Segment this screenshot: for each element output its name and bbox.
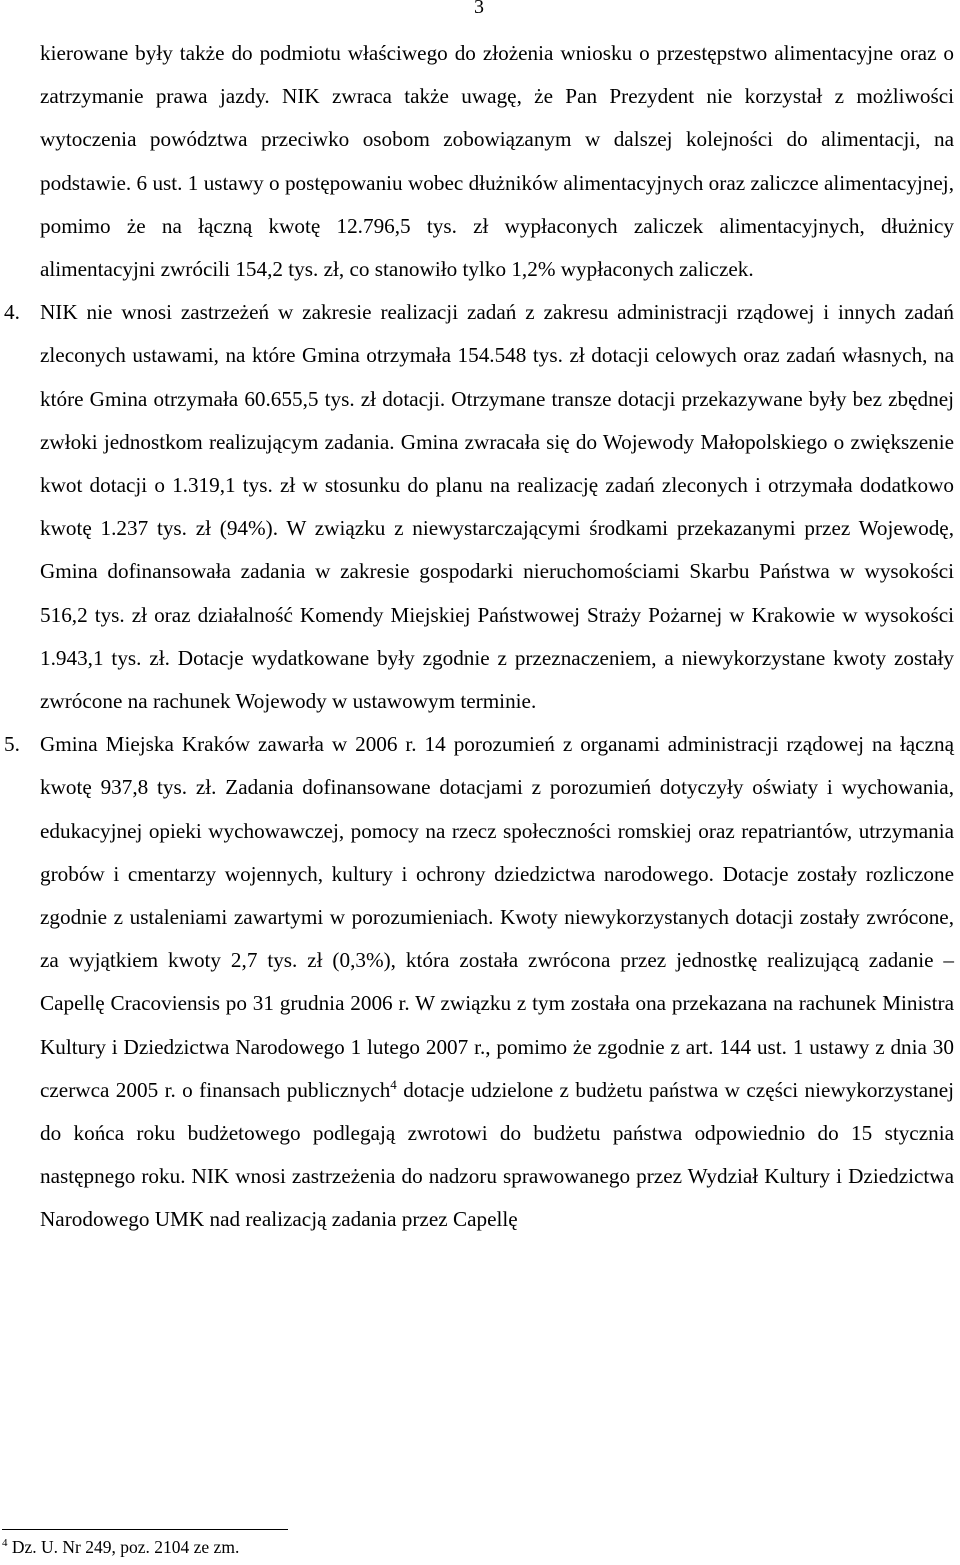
list-item-text-part-b: dotacje udzielone z budżetu państwa w części niewykorzystanej do końca roku budżetowego podlegają zwrotowi do budżetu państwa odpowiednio do 15 stycznia następnego roku. NIK wnosi zastrzeżenia do nadzoru sprawowanego przez Wydział Kultury i Dziedzictwa Narodowego UMK nad realizacją zadania przez Capellę — [40, 1077, 954, 1232]
footnote-separator — [2, 1529, 288, 1530]
list-item-text: NIK nie wnosi zastrzeżeń w zakresie realizacji zadań z zakresu administracji rządowej i innych zadań zleconych ustawami, na które Gmina otrzymała 154.548 tys. zł dotacji celowych oraz zadań własnych, na które Gmina otrzymała 60.655,5 tys. zł dotacji. Otrzymane transze dotacji przekazywane były bez zbędnej zwłoki jednostkom realizującym zadania. Gmina zwracała się do Wojewody Małopolskiego o zwiększenie kwot dotacji o 1.319,1 tys. zł w stosunku do planu na realizację zadań zleconych i otrzymała dodatkowo kwotę 1.237 tys. zł (94%). W związku z niewystarczającymi środkami przekazanymi przez Wojewodę, Gmina dofinansowała zadania w zakresie gospodarki nieruchomościami Skarbu Państwa w wysokości 516,2 tys. zł oraz działalność Komendy Miejskiej Państwowej Straży Pożarnej w Krakowie w wysokości 1.943,1 tys. zł. Dotacje wydatkowane były zgodnie z przeznaczeniem, a niewykorzystane kwoty zostały zwrócone na rachunek Wojewody w ustawowym terminie. — [40, 300, 954, 714]
list-item-text — [40, 723, 954, 1241]
paragraph-continuation: kierowane były także do podmiotu właściwego do złożenia wniosku o przestępstwo alimentacyjne oraz o zatrzymanie prawa jazdy. NIK zwraca także uwagę, że Pan Prezydent nie korzystał z możliwości wytoczenia powództwa przeciwko osobom zobowiązanym w dalszej kolejności do alimentacji, na podstawie. 6 ust. 1 ustawy o postępowaniu wobec dłużników alimentacyjnych oraz zaliczce alimentacyjnej, pomimo że na łączną kwotę 12.796,5 tys. zł wypłaconych zaliczek alimentacyjnych, dłużnicy alimentacyjni zwrócili 154,2 tys. zł, co stanowiło tylko 1,2% wypłaconych zaliczek. — [40, 41, 954, 282]
footnote-reference[interactable]: 4 — [390, 1076, 397, 1092]
list-item-4: 4. NIK nie wnosi zastrzeżeń w zakresie realizacji zadań z zakresu administracji rządowej i innych zadań zleconych ustawami, na które Gmina otrzymała 154.548 tys. zł dotacji celowych oraz zadań własnych, na które Gmina otrzymała 60.655,5 tys. zł dotacji. Otrzymane transze dotacji przekazywane były bez zbędnej zwłoki jednostkom realizującym zadania. Gmina zwracała się do Wojewody Małopolskiego o zwiększenie kwot dotacji o 1.319,1 tys. zł w stosunku do planu na realizację zadań zleconych i otrzymała dodatkowo kwotę 1.237 tys. zł (94%). W związku z niewystarczającymi środkami przekazanymi przez Wojewodę, Gmina dofinansowała zadania w zakresie gospodarki nieruchomościami Skarbu Państwa w wysokości 516,2 tys. zł oraz działalność Komendy Miejskiej Państwowej Straży Pożarnej w Krakowie w wysokości 1.943,1 tys. zł. Dotacje wydatkowane były zgodnie z przeznaczeniem, a niewykorzystane kwoty zostały zwrócone na rachunek Wojewody w ustawowym terminie. — [40, 291, 954, 723]
footnote — [2, 1535, 239, 1559]
list-item-5: 5. Gmina Miejska Kraków zawarła w 2006 r. 14 porozumień z organami administracji rządowej na łączną kwotę 937,8 tys. zł. Zadania dofinansowane dotacjami z porozumień dotyczyły oświaty i wychowania, edukacyjnej opieki wychowawczej, pomocy na rzecz społeczności romskiej oraz repatriantów, utrzymania grobów i cmentarzy wojennych, kultury i ochrony dziedzictwa narodowego. Dotacje zostały rozliczone zgodnie z ustaleniami zawartymi w porozumieniach. Kwoty niewykorzystanych dotacji zostały zwrócone, za wyjątkiem kwoty 2,7 tys. zł (0,3%), która została zwrócona przez jednostkę realizującą zadanie – Capellę Cracoviensis po 31 grudnia 2006 r. W związku z tym została ona przekazana na rachunek Ministra Kultury i Dziedzictwa Narodowego 1 lutego 2007 r., pomimo że zgodnie z art. 144 ust. 1 ustawy z dnia 30 czerwca 2005 r. o finansach publicznych$^4$ dotacje udzielone z budżetu państwa w części niewykorzystanej do końca roku budżetowego podlegają zwrotowi do budżetu państwa odpowiednio do 15 stycznia następnego roku. NIK wnosi zastrzeżenia do nadzoru sprawowanego przez Wydział Kultury i Dziedzictwa Narodowego UMK nad realizacją zadania przez Capellę — [40, 723, 954, 1241]
page-number: 3 — [474, 0, 484, 18]
footnote-text: Dz. U. Nr 249, poz. 2104 ze zm. — [7, 1537, 240, 1557]
footnote-marker: 4 — [2, 1537, 8, 1550]
document-body — [4, 32, 954, 1242]
list-item-text-part-a: Gmina Miejska Kraków zawarła w 2006 r. 14 porozumień z organami administracji rządowej na łączną kwotę 937,8 tys. zł. Zadania dofinansowane dotacjami z porozumień dotyczyły oświaty i wychowania, edukacyjnej opieki wychowawczej, pomocy na rzecz społeczności romskiej oraz repatriantów, utrzymania grobów i cmentarzy wojennych, kultury i ochrony dziedzictwa narodowego. Dotacje zostały rozliczone zgodnie z ustaleniami zawartymi w porozumieniach. Kwoty niewykorzystanych dotacji zostały zwrócone, za wyjątkiem kwoty 2,7 tys. zł (0,3%), która została zwrócona przez jednostkę realizującą zadanie – Capellę Cracoviensis po 31 grudnia 2006 r. W związku z tym została ona przekazana na rachunek Ministra Kultury i Dziedzictwa Narodowego 1 lutego 2007 r., pomimo że zgodnie z art. 144 ust. 1 ustawy z dnia 30 czerwca 2005 r. o finansach publicznych — [40, 732, 954, 1102]
